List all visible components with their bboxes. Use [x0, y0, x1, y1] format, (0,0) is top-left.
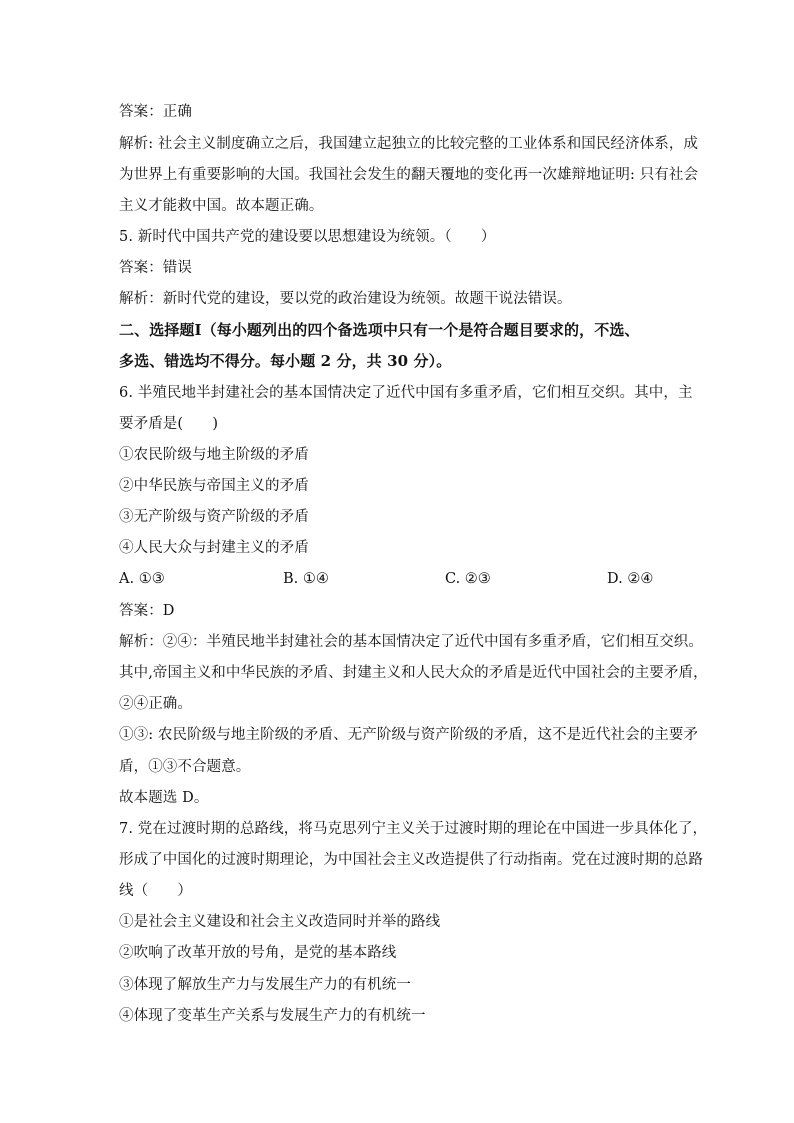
q6-item-1: ①农民阶级与地主阶级的矛盾 [119, 447, 309, 463]
q5-question: 5. 新时代中国共产党的建设要以思想建设为统领。（ ） [119, 229, 496, 245]
q7-question-line-1: 7. 党在过渡时期的总路线，将马克思列宁主义关于过渡时期的理论在中国进一步具体化了， [119, 821, 708, 837]
q4-analysis-line-1: 解析: 社会主义制度确立之后，我国建立起独立的比较完整的工业体系和国民经济体系，成 [119, 136, 699, 152]
q6-question-line-2: 要矛盾是( ) [119, 416, 219, 432]
q6-item-2: ②中华民族与帝国主义的矛盾 [119, 478, 309, 494]
q6-conclusion: 故本题选 D。 [119, 790, 209, 806]
q6-item-4: ④人民大众与封建主义的矛盾 [119, 540, 309, 556]
q5-answer: 答案：错误 [119, 260, 192, 276]
q7-question-line-2: 形成了中国化的过渡时期理论，为中国社会主义改造提供了行动指南。党在过渡时期的总路 [119, 852, 703, 868]
q4-answer: 答案：正确 [119, 104, 192, 120]
q6-option-d: D. ②④ [607, 571, 654, 587]
q6-option-a: A. ①③ [119, 571, 165, 587]
q7-question-line-3: 线（ ） [119, 883, 192, 899]
q6-option-b: B. ①④ [283, 571, 329, 587]
section-heading-line-1: 二、选择题Ⅰ（每小题列出的四个备选项中只有一个是符合题目要求的，不选、 [119, 321, 640, 339]
q6-question-line-1: 6. 半殖民地半封建社会的基本国情决定了近代中国有多重矛盾，它们相互交织。其中，主 [119, 385, 693, 401]
q6-item-3: ③无产阶级与资产阶级的矛盾 [119, 509, 309, 525]
q6-analysis-line-4: ①③: 农民阶级与地主阶级的矛盾、无产阶级与资产阶级的矛盾，这不是近代社会的主要矛 [119, 727, 699, 743]
q4-analysis-line-3: 主义才能救中国。故本题正确。 [119, 198, 324, 214]
q7-item-2: ②吹响了改革开放的号角，是党的基本路线 [119, 945, 397, 961]
q5-analysis: 解析：新时代党的建设，要以党的政治建设为统领。故题干说法错误。 [119, 291, 572, 307]
q7-item-4: ④体现了变革生产关系与发展生产力的有机统一 [119, 1008, 426, 1024]
q6-analysis-line-5: 盾，①③不合题意。 [119, 759, 251, 775]
q6-option-c: C. ②③ [445, 571, 491, 587]
section-heading-line-2: 多选、错选均不得分。每小题 2 分，共 30 分）。 [119, 352, 452, 370]
q6-analysis-line-1: 解析：②④：半殖民地半封建社会的基本国情决定了近代中国有多重矛盾，它们相互交织。 [119, 634, 703, 650]
q6-answer: 答案：D [119, 603, 175, 619]
q4-analysis-line-2: 为世界上有重要影响的大国。我国社会发生的翻天覆地的变化再一次雄辩地证明: 只有社会 [119, 167, 699, 183]
q7-item-1: ①是社会主义建设和社会主义改造同时并举的路线 [119, 914, 441, 930]
q6-analysis-line-3: ②④正确。 [119, 696, 192, 712]
q6-analysis-line-2: 其中,帝国主义和中华民族的矛盾、封建主义和人民大众的矛盾是近代中国社会的主要矛盾， [119, 665, 708, 681]
q7-item-3: ③体现了解放生产力与发展生产力的有机统一 [119, 977, 411, 993]
